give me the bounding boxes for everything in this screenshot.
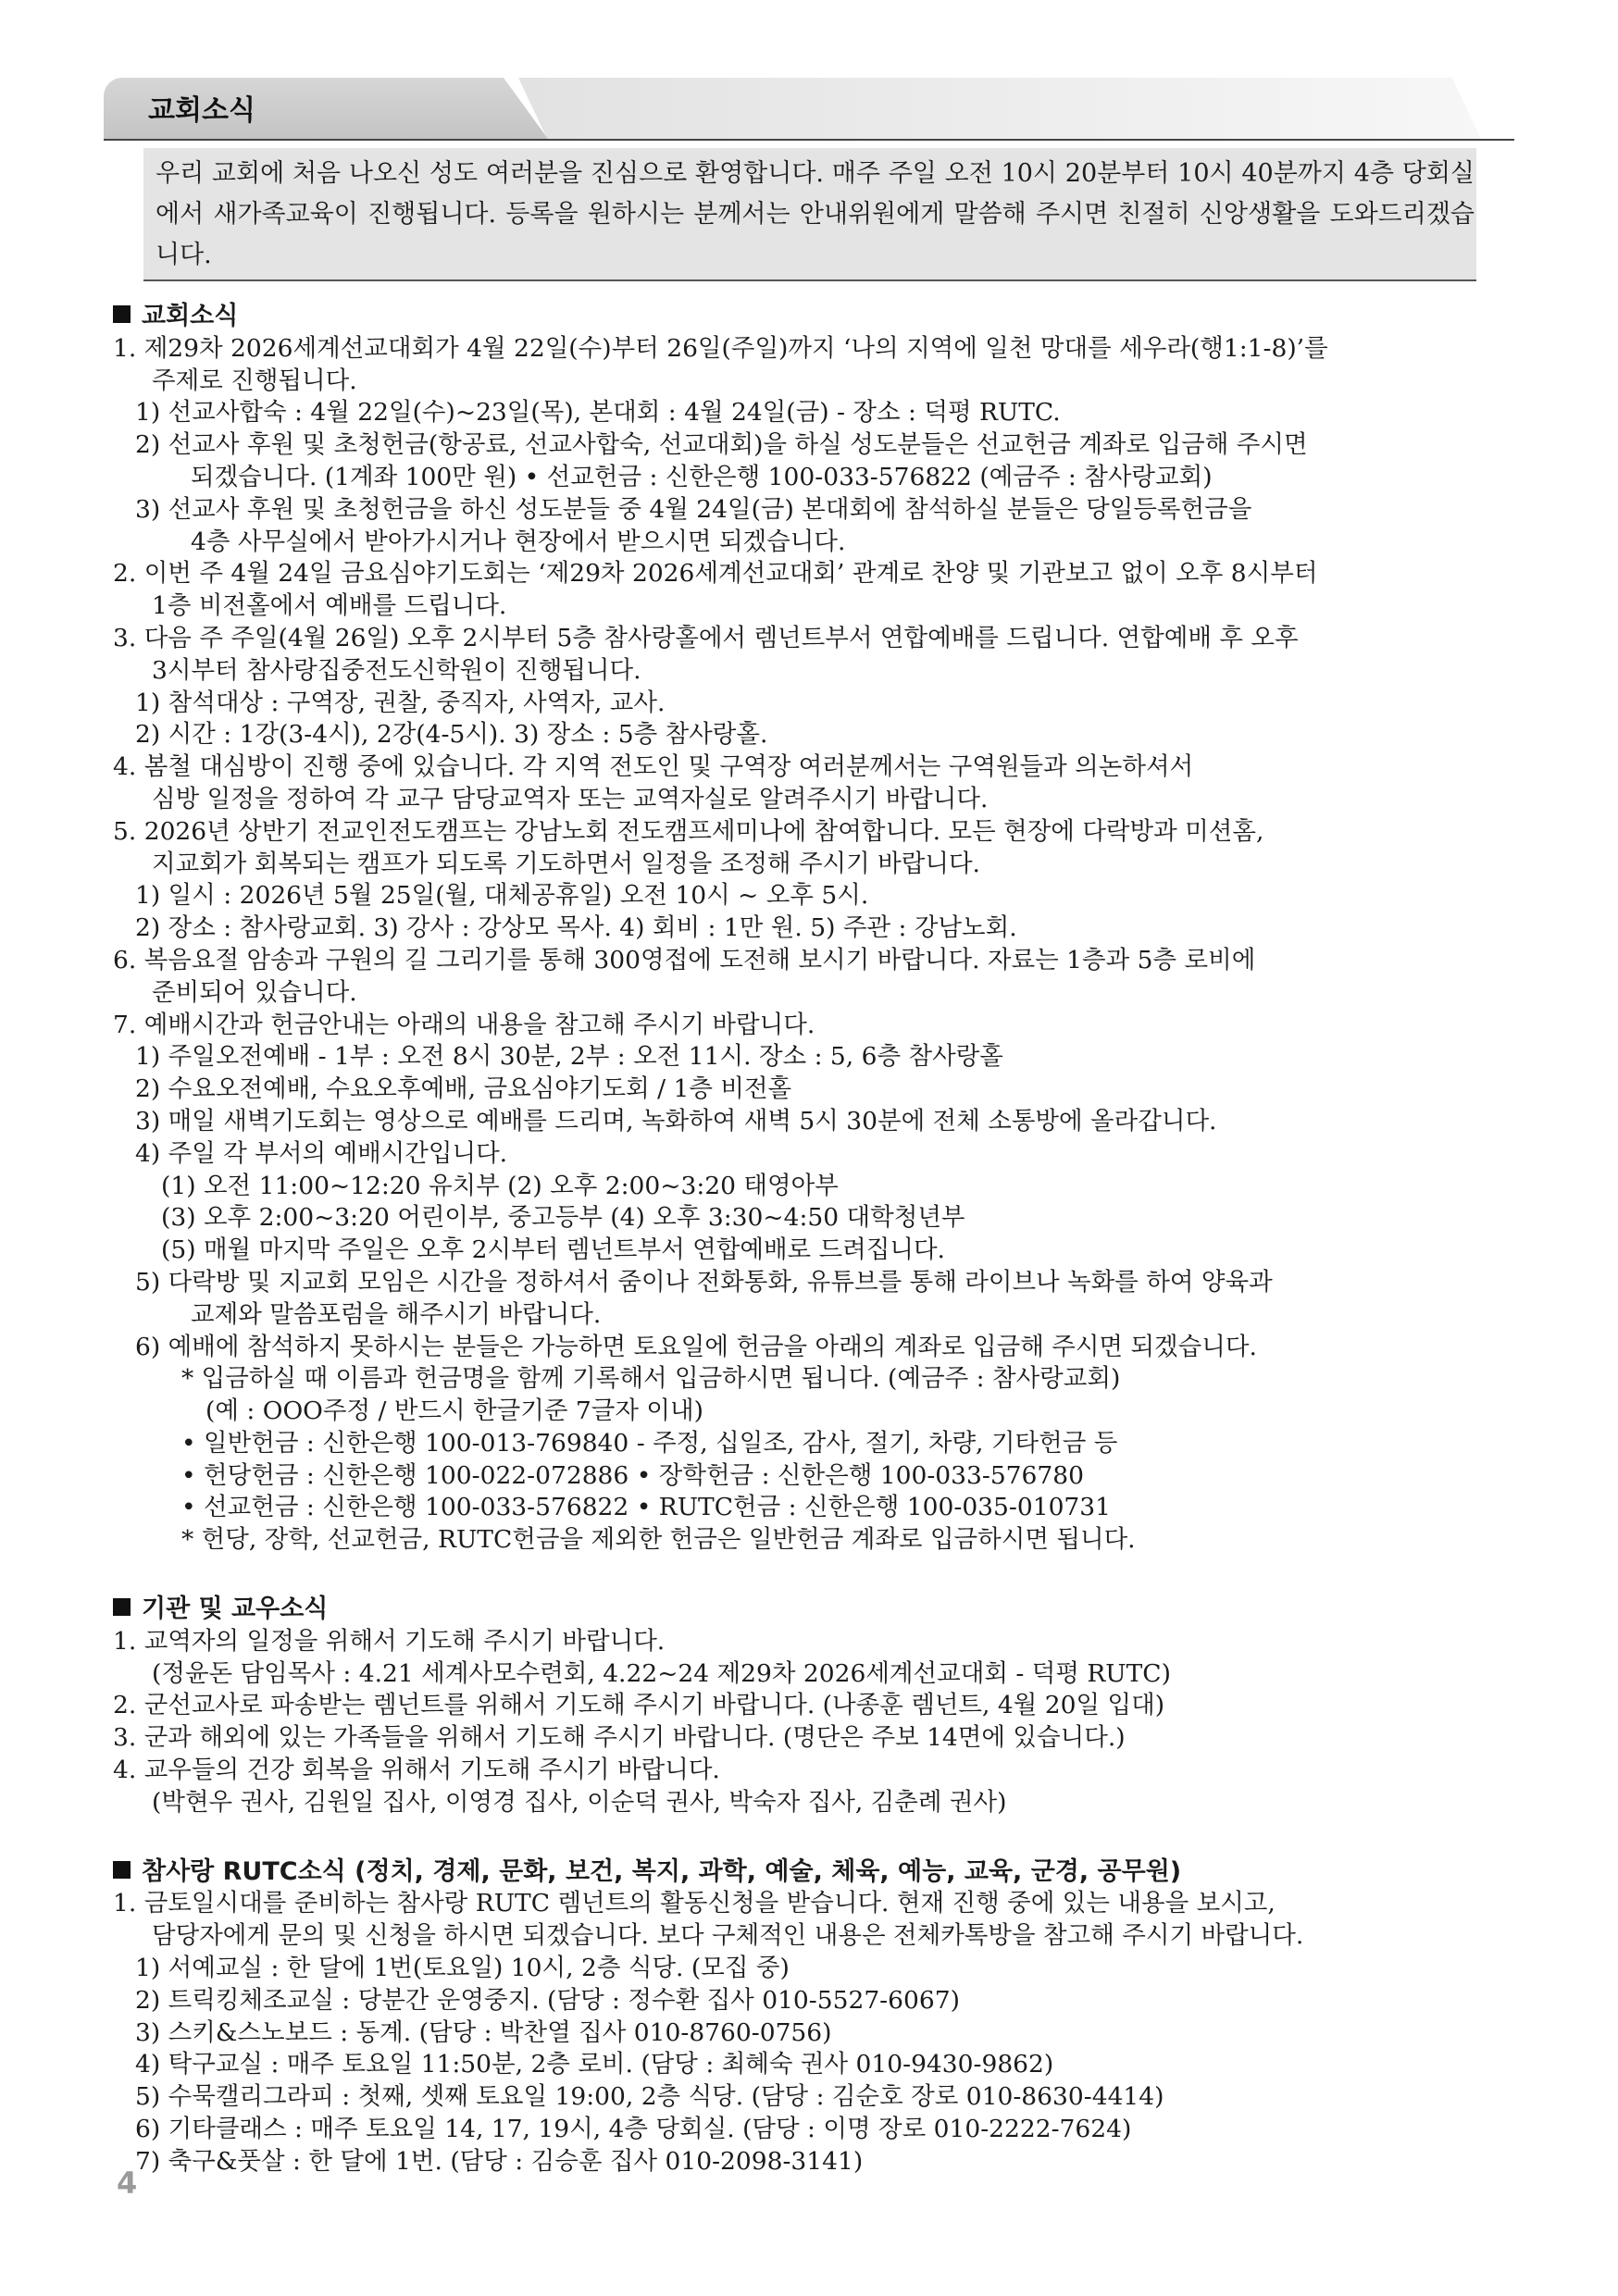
square-bullet-icon: [113, 305, 131, 323]
section-heading-church: [113, 301, 1520, 333]
list-item: (5) 매월 마지막 주일은 오후 2시부터 렘넌트부서 연합예배로 드려집니다.: [161, 1235, 945, 1265]
section-heading-org: [113, 1594, 1520, 1626]
list-item: 주제로 진행됩니다.: [152, 366, 357, 395]
list-item: 3) 스키&스노보드 : 동계. (담당 : 박찬열 집사 010-8760-0756): [135, 2017, 832, 2047]
list-item: 1) 참석대상 : 구역장, 권찰, 중직자, 사역자, 교사.: [135, 688, 666, 717]
list-item: 1. 교역자의 일정을 위해서 기도해 주시기 바랍니다.: [113, 1626, 666, 1656]
list-item: 2) 선교사 후원 및 초청헌금(항공료, 선교사합숙, 선교대회)을 하실 성도분들은 선교헌금 계좌로 입금해 주시면: [135, 430, 1308, 460]
list-item: • 선교헌금 : 신한은행 100-033-576822 • RUTC헌금 : 신한은행 100-035-010731: [181, 1493, 1112, 1522]
list-item: 2) 트릭킹체조교실 : 당분간 운영중지. (담당 : 정수환 집사 010-5527-6067): [135, 1985, 960, 2015]
list-item: 1) 주일오전예배 - 1부 : 오전 8시 30분, 2부 : 오전 11시. 장소 : 5, 6층 참사랑홀: [135, 1042, 1003, 1072]
list-item: 4) 주일 각 부서의 예배시간입니다.: [135, 1138, 508, 1168]
list-item: 2) 시간 : 1강(3-4시), 2강(4-5시). 3) 장소 : 5층 참사랑홀.: [135, 720, 768, 750]
page-title: 교회소식: [148, 94, 255, 127]
list-item: (박현우 권사, 김원일 집사, 이영경 집사, 이순덕 권사, 박숙자 집사, 김춘례 권사): [152, 1787, 1007, 1817]
intro-text: 우리 교회에 처음 나오신 성도 여러분을 진심으로 환영합니다. 매주 주일 오전 10시 20분부터 10시 40분까지 4층 당회실에서 새가족교육이 진행됩니다. 등록을 원하시는 분께서는 안내위원에게 말씀해 주시면 친절히 신앙생활을 도와드리겠습니다.: [156, 159, 1475, 269]
list-item: 6) 기타클래스 : 매주 토요일 14, 17, 19시, 4층 당회실. (담당 : 이명 장로 010-2222-7624): [135, 2115, 1132, 2144]
list-item: 2. 이번 주 4월 24일 금요심야기도회는 ‘제29차 2026세계선교대회’ 관계로 찬양 및 기관보고 없이 오후 8시부터: [113, 559, 1318, 589]
list-item: 7) 축구&풋살 : 한 달에 1번. (담당 : 김승훈 집사 010-2098-3141): [135, 2146, 864, 2176]
list-item: 5) 다락방 및 지교회 모임은 시간을 정하셔서 줌이나 전화통화, 유튜브를 통해 라이브나 녹화를 하여 양육과: [135, 1267, 1273, 1297]
page-number: 4: [117, 2166, 138, 2201]
list-item: 1층 비전홀에서 예배를 드립니다.: [152, 591, 507, 621]
list-item: 3시부터 참사랑집중전도신학원이 진행됩니다.: [152, 655, 641, 685]
list-item: * 입금하실 때 이름과 헌금명을 함께 기록해서 입금하시면 됩니다. (예금주 : 참사랑교회): [181, 1364, 1121, 1394]
list-item: 1. 제29차 2026세계선교대회가 4월 22일(수)부터 26일(주일)까지 ‘나의 지역에 일천 망대를 세우라(행1:1-8)’를: [113, 333, 1328, 363]
bulletin-content: [113, 301, 1520, 2178]
list-item: 4. 교우들의 건강 회복을 위해서 기도해 주시기 바랍니다.: [113, 1756, 720, 1785]
list-item: 6) 예배에 참석하지 못하시는 분들은 가능하면 토요일에 헌금을 아래의 계좌로 입금해 주시면 되겠습니다.: [135, 1332, 1257, 1361]
header-banner: [518, 78, 1481, 139]
list-item: (예 : OOO주정 / 반드시 한글기준 7글자 이내): [205, 1396, 703, 1426]
list-item: 1) 선교사합숙 : 4월 22일(수)~23일(목), 본대회 : 4월 24일(금) - 장소 : 덕평 RUTC.: [135, 398, 1061, 428]
square-bullet-icon: [113, 1598, 131, 1616]
section-title: 기관 및 교우소식: [142, 1595, 329, 1624]
list-item: 1. 금토일시대를 준비하는 참사랑 RUTC 렘넌트의 활동신청을 받습니다. 현재 진행 중에 있는 내용을 보시고,: [113, 1889, 1276, 1918]
list-item: (3) 오후 2:00~3:20 어린이부, 중고등부 (4) 오후 3:30~4:50 대학청년부: [161, 1203, 965, 1233]
list-item: 4층 사무실에서 받아가시거나 현장에서 받으시면 되겠습니다.: [191, 527, 846, 556]
list-item: 4) 탁구교실 : 매주 토요일 11:50분, 2층 로비. (담당 : 최혜숙 권사 010-9430-9862): [135, 2050, 1054, 2079]
list-item: 1) 일시 : 2026년 5월 25일(월, 대체공휴일) 오전 10시 ~ 오후 5시.: [135, 881, 869, 911]
list-item: 1) 서예교실 : 한 달에 1번(토요일) 10시, 2층 식당. (모집 중): [135, 1954, 790, 1983]
list-item: 심방 일정을 정하여 각 교구 담당교역자 또는 교역자실로 알려주시기 바랍니다.: [152, 784, 989, 813]
section-heading-rutc: [113, 1856, 1520, 1889]
list-item: 3) 선교사 후원 및 초청헌금을 하신 성도분들 중 4월 24일(금) 본대회에 참석하실 분들은 당일등록헌금을: [135, 494, 1252, 524]
list-item: 5) 수묵캘리그라피 : 첫째, 셋째 토요일 19:00, 2층 식당. (담당 : 김순호 장로 010-8630-4414): [135, 2082, 1164, 2112]
list-item: 담당자에게 문의 및 신청을 하시면 되겠습니다. 보다 구체적인 내용은 전체카톡방을 참고해 주시기 바랍니다.: [152, 1921, 1304, 1951]
list-item: • 일반헌금 : 신한은행 100-013-769840 - 주정, 십일조, 감사, 절기, 차량, 기타헌금 등: [181, 1428, 1118, 1458]
list-item: • 헌당헌금 : 신한은행 100-022-072886 • 장학헌금 : 신한은행 100-033-576780: [181, 1460, 1084, 1490]
list-item: 3. 다음 주 주일(4월 26일) 오후 2시부터 5층 참사랑홀에서 렘넌트부서 연합예배를 드립니다. 연합예배 후 오후: [113, 623, 1299, 652]
list-item: 3) 매일 새벽기도회는 영상으로 예배를 드리며, 녹화하여 새벽 5시 30분에 전체 소통방에 올라갑니다.: [135, 1106, 1217, 1136]
list-item: 7. 예배시간과 헌금안내는 아래의 내용을 참고해 주시기 바랍니다.: [113, 1010, 815, 1039]
list-item: 6. 복음요절 암송과 구원의 길 그리기를 통해 300영접에 도전해 보시기 바랍니다. 자료는 1층과 5층 로비에: [113, 945, 1256, 974]
list-item: 지교회가 회복되는 캠프가 되도록 기도하면서 일정을 조정해 주시기 바랍니다.: [152, 849, 980, 878]
list-item: 되겠습니다. (1계좌 100만 원) • 선교헌금 : 신한은행 100-033-576822 (예금주 : 참사랑교회): [191, 462, 1213, 491]
list-item: 5. 2026년 상반기 전교인전도캠프는 강남노회 전도캠프세미나에 참여합니다. 모든 현장에 다락방과 미션홈,: [113, 816, 1264, 846]
list-item: 3. 군과 해외에 있는 가족들을 위해서 기도해 주시기 바랍니다. (명단은 주보 14면에 있습니다.): [113, 1723, 1126, 1753]
list-item: 4. 봄철 대심방이 진행 중에 있습니다. 각 지역 전도인 및 구역장 여러분께서는 구역원들과 의논하셔서: [113, 752, 1194, 782]
list-item: 2) 장소 : 참사랑교회. 3) 강사 : 강상모 목사. 4) 회비 : 1만 원. 5) 주관 : 강남노회.: [135, 913, 1017, 943]
list-item: 2. 군선교사로 파송받는 렘넌트를 위해서 기도해 주시기 바랍니다. (나종훈 렘넌트, 4월 20일 입대): [113, 1691, 1165, 1720]
list-item: (1) 오전 11:00~12:20 유치부 (2) 오후 2:00~3:20 태영아부: [161, 1171, 839, 1200]
square-bullet-icon: [113, 1861, 131, 1879]
header-divider: [104, 139, 1514, 141]
list-item: 교제와 말씀포럼을 해주시기 바랍니다.: [191, 1299, 602, 1329]
list-item: * 헌당, 장학, 선교헌금, RUTC헌금을 제외한 헌금은 일반헌금 계좌로 입금하시면 됩니다.: [181, 1525, 1136, 1555]
section-title: 교회소식: [142, 302, 239, 330]
section-title: 참사랑 RUTC소식 (정치, 경제, 문화, 보건, 복지, 과학, 예술, 체육, 예능, 교육, 군경, 공무원): [142, 1856, 1182, 1886]
list-item: 준비되어 있습니다.: [152, 977, 357, 1007]
list-item: (정윤돈 담임목사 : 4.21 세계사모수련회, 4.22~24 제29차 2026세계선교대회 - 덕평 RUTC): [152, 1658, 1171, 1688]
list-item: 2) 수요오전예배, 수요오후예배, 금요심야기도회 / 1층 비전홀: [135, 1074, 792, 1104]
